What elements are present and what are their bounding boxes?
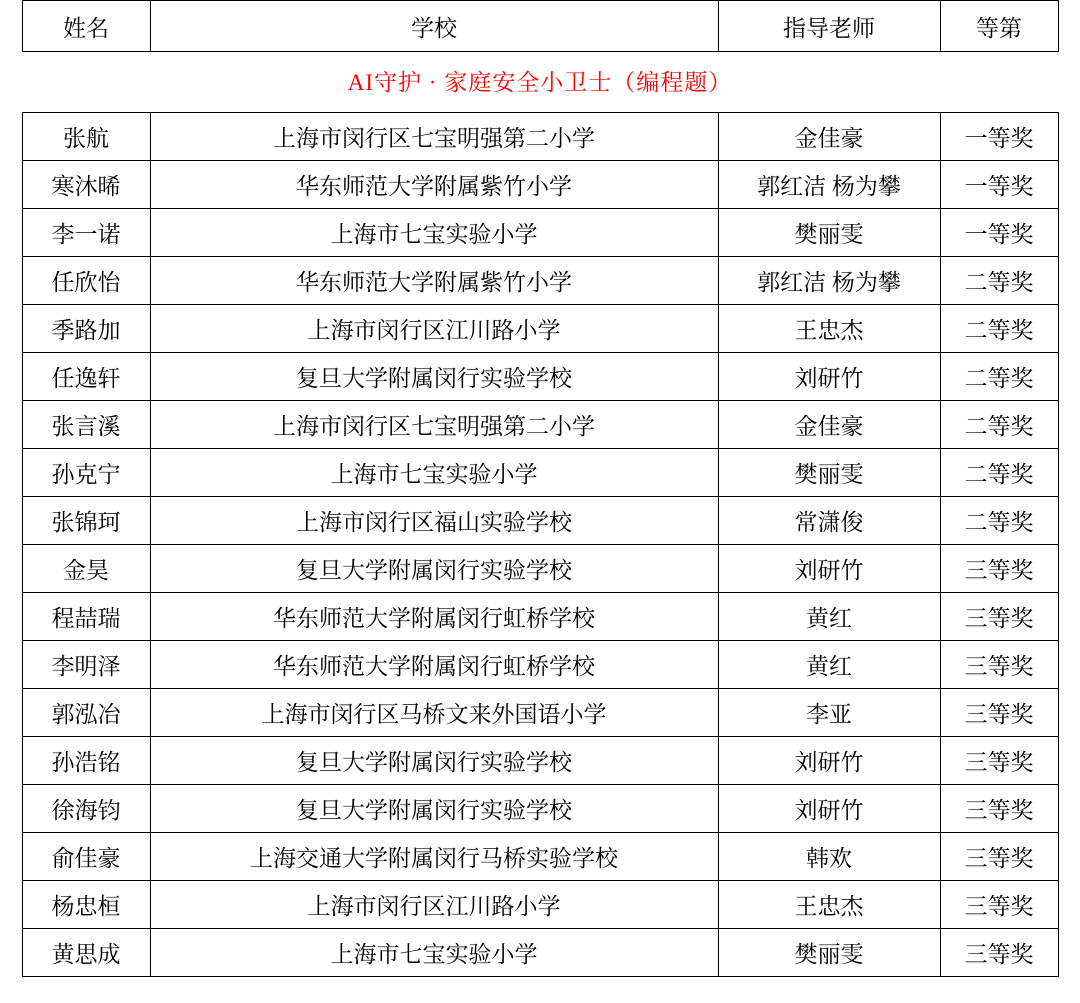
cell-teacher: 黄红 — [718, 641, 940, 689]
cell-award: 二等奖 — [940, 353, 1058, 401]
cell-name: 任逸轩 — [22, 353, 150, 401]
table-row — [22, 737, 1058, 785]
cell-award: 三等奖 — [940, 545, 1058, 593]
cell-school: 复旦大学附属闵行实验学校 — [150, 545, 718, 593]
cell-teacher: 刘研竹 — [718, 737, 940, 785]
table-row — [22, 305, 1058, 353]
column-header-award: 等第 — [940, 1, 1058, 52]
cell-school: 上海市闵行区江川路小学 — [150, 305, 718, 353]
cell-teacher: 樊丽雯 — [718, 449, 940, 497]
cell-award: 三等奖 — [940, 881, 1058, 929]
table-row — [22, 545, 1058, 593]
cell-name: 金昊 — [22, 545, 150, 593]
cell-teacher: 王忠杰 — [718, 881, 940, 929]
title-row — [22, 52, 1058, 113]
column-header-school: 学校 — [150, 1, 718, 52]
column-header-teacher: 指导老师 — [718, 1, 940, 52]
cell-award: 三等奖 — [940, 593, 1058, 641]
cell-name: 徐海钧 — [22, 785, 150, 833]
table-row — [22, 209, 1058, 257]
cell-award: 三等奖 — [940, 833, 1058, 881]
table-row — [22, 881, 1058, 929]
cell-award: 二等奖 — [940, 257, 1058, 305]
table-row — [22, 929, 1058, 977]
cell-school: 复旦大学附属闵行实验学校 — [150, 785, 718, 833]
cell-name: 李一诺 — [22, 209, 150, 257]
table-row — [22, 113, 1058, 161]
cell-name: 李明泽 — [22, 641, 150, 689]
cell-name: 黄思成 — [22, 929, 150, 977]
cell-name: 寒沐晞 — [22, 161, 150, 209]
cell-name: 任欣怡 — [22, 257, 150, 305]
table-row — [22, 593, 1058, 641]
cell-award: 一等奖 — [940, 209, 1058, 257]
cell-award: 一等奖 — [940, 161, 1058, 209]
cell-teacher: 樊丽雯 — [718, 929, 940, 977]
cell-name: 季路加 — [22, 305, 150, 353]
cell-name: 杨忠桓 — [22, 881, 150, 929]
cell-school: 华东师范大学附属闵行虹桥学校 — [150, 641, 718, 689]
cell-name: 张锦珂 — [22, 497, 150, 545]
cell-school: 上海交通大学附属闵行马桥实验学校 — [150, 833, 718, 881]
table-row — [22, 785, 1058, 833]
cell-name: 孙浩铭 — [22, 737, 150, 785]
cell-name: 郭泓冶 — [22, 689, 150, 737]
table-row — [22, 497, 1058, 545]
table-row — [22, 689, 1058, 737]
cell-award: 三等奖 — [940, 737, 1058, 785]
cell-school: 华东师范大学附属紫竹小学 — [150, 161, 718, 209]
table-row — [22, 257, 1058, 305]
cell-teacher: 王忠杰 — [718, 305, 940, 353]
cell-teacher: 李亚 — [718, 689, 940, 737]
table-body — [22, 113, 1058, 977]
cell-school: 华东师范大学附属紫竹小学 — [150, 257, 718, 305]
cell-award: 三等奖 — [940, 785, 1058, 833]
table-row — [22, 161, 1058, 209]
cell-teacher: 金佳豪 — [718, 113, 940, 161]
cell-name: 俞佳豪 — [22, 833, 150, 881]
table-row — [22, 353, 1058, 401]
cell-school: 上海市七宝实验小学 — [150, 449, 718, 497]
cell-award: 二等奖 — [940, 449, 1058, 497]
cell-school: 复旦大学附属闵行实验学校 — [150, 737, 718, 785]
cell-school: 华东师范大学附属闵行虹桥学校 — [150, 593, 718, 641]
cell-award: 一等奖 — [940, 113, 1058, 161]
cell-teacher: 黄红 — [718, 593, 940, 641]
cell-teacher: 刘研竹 — [718, 353, 940, 401]
cell-award: 二等奖 — [940, 497, 1058, 545]
cell-teacher: 郭红洁 杨为攀 — [718, 257, 940, 305]
table-row — [22, 833, 1058, 881]
cell-name: 张航 — [22, 113, 150, 161]
page-title: AI守护 · 家庭安全小卫士（编程题） — [347, 69, 733, 95]
cell-school: 上海市七宝实验小学 — [150, 209, 718, 257]
table-row — [22, 401, 1058, 449]
cell-teacher: 常潇俊 — [718, 497, 940, 545]
cell-school: 上海市七宝实验小学 — [150, 929, 718, 977]
cell-teacher: 刘研竹 — [718, 545, 940, 593]
cell-teacher: 郭红洁 杨为攀 — [718, 161, 940, 209]
cell-school: 上海市闵行区七宝明强第二小学 — [150, 401, 718, 449]
column-header-name: 姓名 — [22, 1, 150, 52]
cell-teacher: 樊丽雯 — [718, 209, 940, 257]
cell-school: 上海市闵行区七宝明强第二小学 — [150, 113, 718, 161]
cell-name: 程喆瑞 — [22, 593, 150, 641]
cell-award: 三等奖 — [940, 929, 1058, 977]
table-row — [22, 449, 1058, 497]
cell-award: 三等奖 — [940, 689, 1058, 737]
table-row — [22, 641, 1058, 689]
table-header-row — [22, 1, 1058, 52]
cell-school: 上海市闵行区江川路小学 — [150, 881, 718, 929]
cell-school: 上海市闵行区福山实验学校 — [150, 497, 718, 545]
cell-award: 二等奖 — [940, 401, 1058, 449]
cell-name: 孙克宁 — [22, 449, 150, 497]
cell-teacher: 金佳豪 — [718, 401, 940, 449]
cell-award: 三等奖 — [940, 641, 1058, 689]
cell-teacher: 韩欢 — [718, 833, 940, 881]
cell-name: 张言溪 — [22, 401, 150, 449]
cell-teacher: 刘研竹 — [718, 785, 940, 833]
cell-school: 上海市闵行区马桥文来外国语小学 — [150, 689, 718, 737]
award-list-table — [22, 0, 1059, 977]
cell-award: 二等奖 — [940, 305, 1058, 353]
cell-school: 复旦大学附属闵行实验学校 — [150, 353, 718, 401]
